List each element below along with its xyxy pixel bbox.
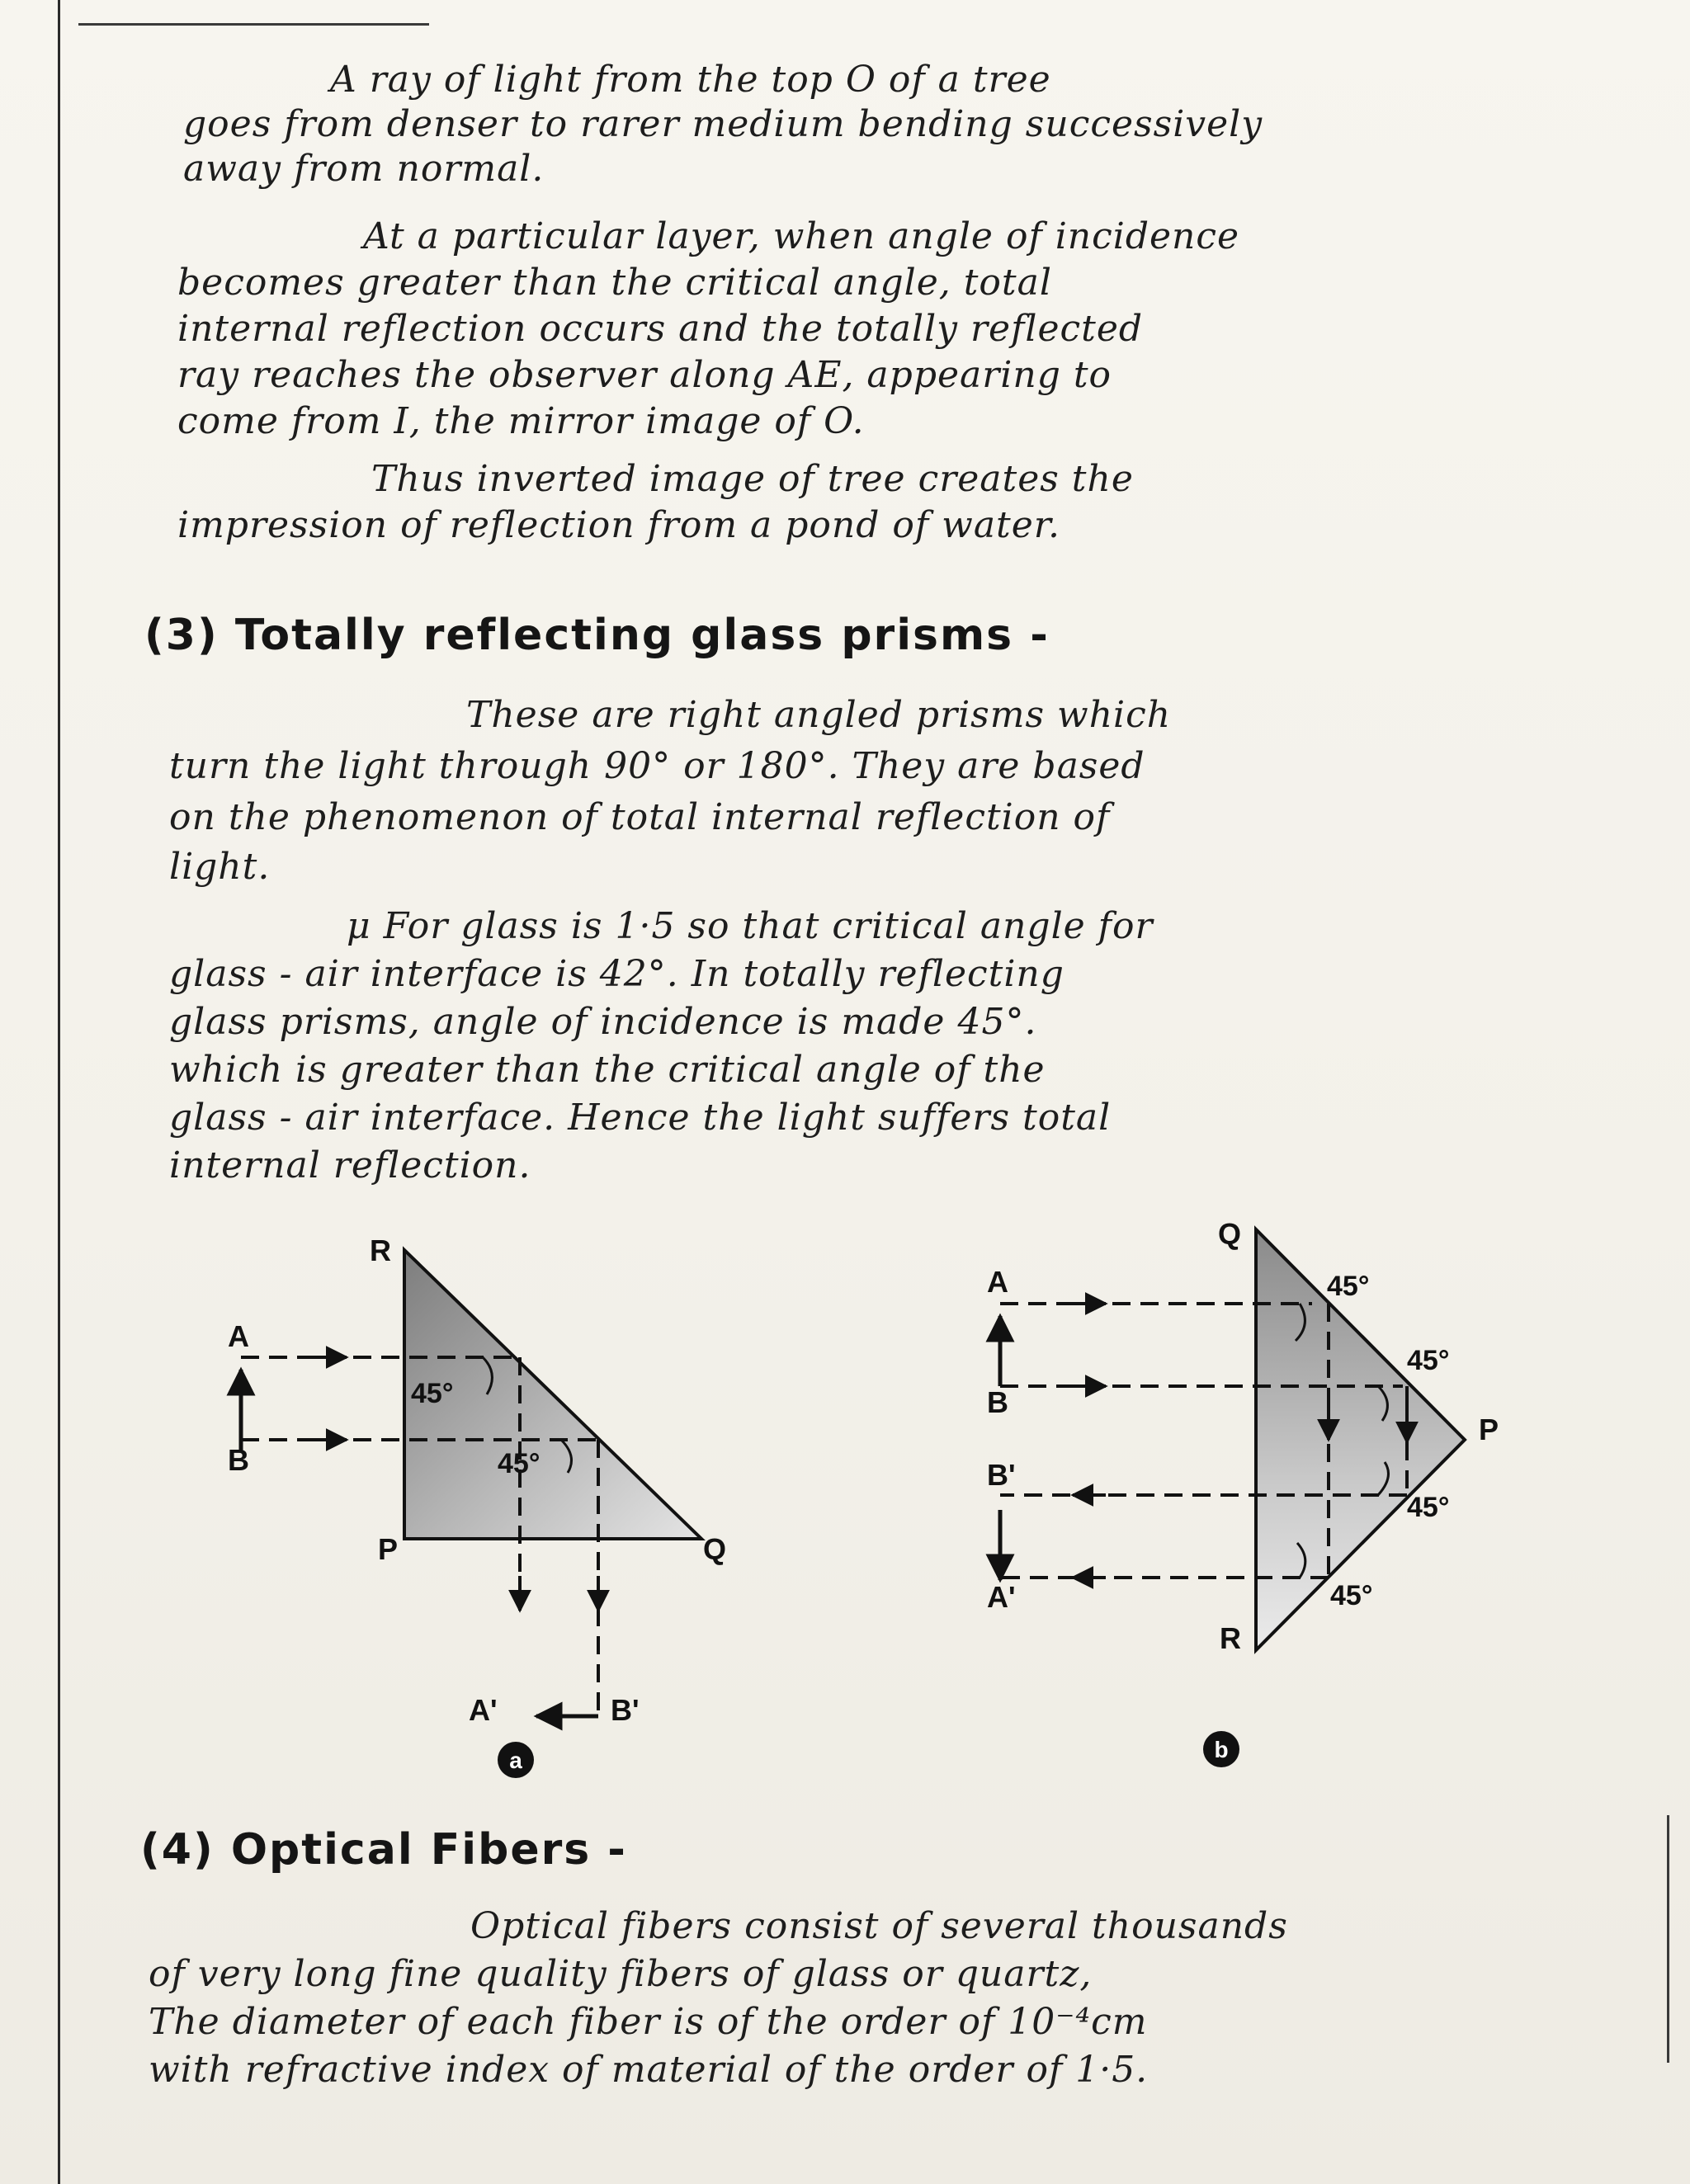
prisms-p1-line-1: These are right angled prisms which [466,694,1172,736]
mirage-line-7: ray reaches the observer along AE, appearing to [177,354,1112,396]
fig-b-caption: b [1214,1737,1229,1762]
prisms-p2-line-5: glass - air interface. Hence the light suffers total [169,1097,1112,1139]
prisms-p1-line-2: turn the light through 90° or 180°. They are based [169,745,1145,787]
prisms-p2-line-6: internal reflection. [169,1144,531,1186]
prisms-p2-line-4: which is greater than the critical angle of the [169,1049,1046,1091]
fig-b-angle-2: 45° [1407,1345,1450,1376]
fibers-line-3: The diameter of each fiber is of the order of 10⁻⁴cm [149,2001,1148,2043]
section-4-heading: (4) Optical Fibers - [140,1825,627,1875]
mirage-line-1: A ray of light from the top O of a tree [330,59,1051,101]
figure-b [987,1217,1499,1767]
mirage-line-2: goes from denser to rarer medium bending successively [183,103,1263,145]
mirage-line-4: At a particular layer, when angle of incidence [363,215,1240,257]
section-3-heading: (3) Totally reflecting glass prisms - [144,611,1050,660]
prisms-p1-line-3: on the phenomenon of total internal reflection of [169,796,1111,838]
fig-b-label-Q: Q [1218,1217,1242,1251]
mirage-line-6: internal reflection occurs and the totally reflected [177,308,1144,350]
fig-b-label-P: P [1479,1413,1499,1446]
fig-b-label-B-prime: B' [987,1458,1016,1492]
fig-b-label-A-prime: A' [987,1580,1016,1614]
fig-a-caption: a [509,1748,522,1773]
fibers-line-1: Optical fibers consist of several thousands [470,1905,1288,1947]
prisms-p2-line-2: glass - air interface is 42°. In totally reflecting [169,953,1065,995]
fig-a-label-Q: Q [703,1532,727,1566]
fig-a-label-P: P [378,1532,399,1566]
prisms-p2-line-3: glass prisms, angle of incidence is made 45°. [169,1001,1037,1043]
fig-a-angle-2: 45° [498,1448,541,1479]
fig-b-angle-1: 45° [1327,1271,1370,1302]
fig-b-label-B: B [987,1385,1008,1419]
fig-a-label-R: R [370,1234,391,1267]
fig-a-label-A-prime: A' [469,1693,498,1727]
figure-a [228,1234,726,1778]
fig-a-label-A: A [228,1319,249,1353]
fig-b-angle-3: 45° [1407,1492,1450,1523]
fibers-line-4: with refractive index of material of the order of 1·5. [149,2049,1149,2091]
prisms-p2-line-1: μ For glass is 1·5 so that critical angle for [347,905,1154,947]
mirage-line-8: come from I, the mirror image of O. [177,400,865,442]
fig-b-label-A: A [987,1265,1008,1299]
fig-a-label-B-prime: B' [611,1693,640,1727]
mirage-line-3: away from normal. [183,148,545,190]
fig-b-angle-4: 45° [1330,1580,1373,1611]
mirage-line-5: becomes greater than the critical angle, total [177,262,1052,304]
fibers-line-2: of very long fine quality fibers of glass or quartz, [149,1953,1093,1995]
fig-a-label-B: B [228,1443,249,1477]
mirage-line-9: Thus inverted image of tree creates the [371,458,1134,500]
mirage-line-10: impression of reflection from a pond of water. [177,504,1060,546]
fig-a-angle-1: 45° [411,1378,454,1409]
fig-b-label-R: R [1220,1621,1241,1655]
prisms-p1-line-4: light. [169,846,271,888]
